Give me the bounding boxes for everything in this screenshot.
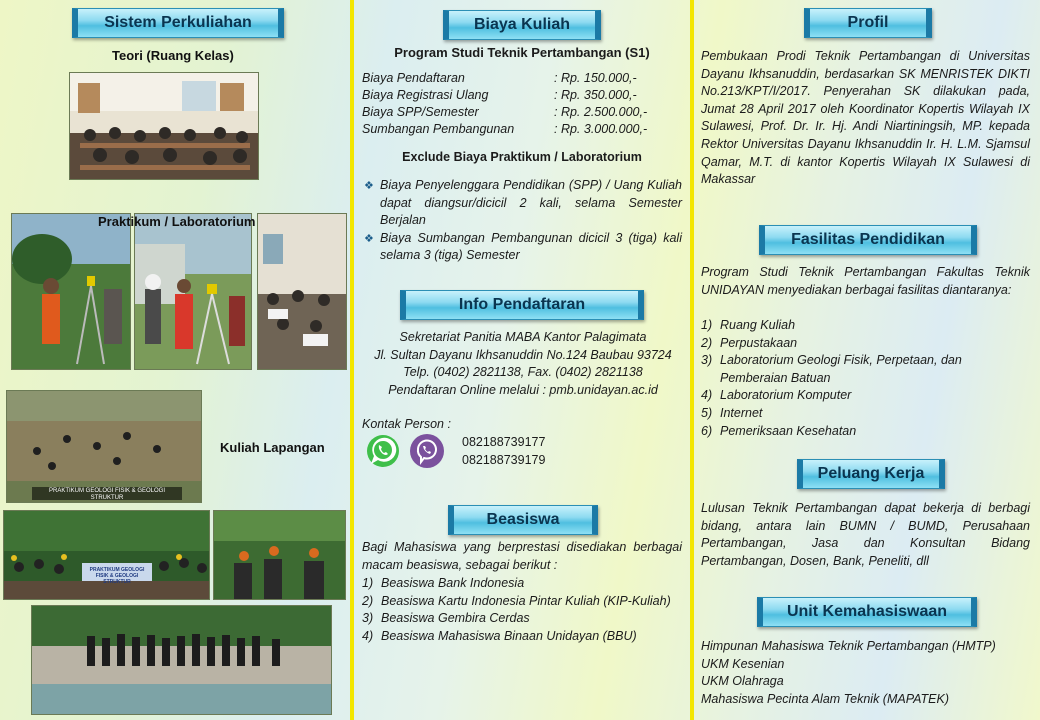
scholarship-item: 2) Beasiswa Kartu Indonesia Pintar Kuliah (KIP-Kuliah) <box>362 593 671 608</box>
info-line: Telp. (0402) 2821138, Fax. (0402) 2821138 <box>403 365 643 380</box>
facility-item: 1) Ruang Kuliah <box>701 318 796 332</box>
field-team-image <box>214 511 346 600</box>
facility-item: 2) Perpustakaan <box>701 335 798 350</box>
photo-field-1 <box>6 390 202 503</box>
program-title: Program Studi Teknik Pertambangan (S1) <box>394 45 650 60</box>
lab-image <box>258 214 347 370</box>
photo-caption-1: PRAKTIKUM GEOLOGI FISIK & GEOLOGI STRUKTUR <box>48 488 166 501</box>
fee-value: : Rp. 150.000,- <box>554 71 637 85</box>
facilities-list <box>701 317 1030 440</box>
student-unit-item: Mahasiswa Pecinta Alam Teknik (MAPATEK) <box>701 691 949 706</box>
exclude-note: Exclude Biaya Praktikum / Laboratorium <box>402 150 642 164</box>
fee-name: Biaya Pendaftaran <box>362 71 465 85</box>
section-header-info-pendaftaran: Info Pendaftaran <box>400 290 644 320</box>
contact-label: Kontak Person : <box>362 417 451 431</box>
fee-name: Sumbangan Pembangunan <box>362 122 515 136</box>
student-unit-item: Himpunan Mahasiswa Teknik Pertambangan (HMTP) <box>701 639 996 653</box>
student-unit-item: UKM Olahraga <box>701 674 784 689</box>
photo-practicum-2 <box>134 213 252 370</box>
column-divider-left <box>350 0 354 720</box>
section-header-unit-kemahasiswaan: Unit Kemahasiswaan <box>757 597 977 627</box>
photo-caption-2: PRAKTIKUM GEOLOGI FISIK & GEOLOGI STRUKTUR <box>89 567 145 585</box>
fee-name: Biaya SPP/Semester <box>362 105 479 119</box>
facilities-intro: Program Studi Teknik Pertambangan Fakultas Teknik UNIDAYAN menyediakan berbagai fasilitas diantaranya: <box>701 265 1030 297</box>
section-header-biaya-kuliah: Biaya Kuliah <box>443 10 601 40</box>
field-hill-image <box>7 391 202 503</box>
scholarship-list <box>362 575 682 645</box>
fee-value: : Rp. 350.000,- <box>554 88 637 102</box>
surveying-image-1 <box>12 214 131 370</box>
section-header-fasilitas: Fasilitas Pendidikan <box>759 225 977 255</box>
scholarship-item: 4) Beasiswa Mahasiswa Binaan Unidayan (BBU) <box>362 628 637 643</box>
info-line: Pendaftaran Online melalui : pmb.unidayan.ac.id <box>388 382 658 397</box>
registration-info <box>358 329 688 399</box>
diamond-bullet-icon: ❖ <box>364 232 374 245</box>
group-photo-image <box>4 511 210 600</box>
photo-practicum-1 <box>11 213 131 370</box>
scholarship-item: 1) Beasiswa Bank Indonesia <box>362 576 525 590</box>
practicum-label: Praktikum / Laboratorium <box>98 214 256 229</box>
info-line: Jl. Sultan Dayanu Ikhsanuddin No.124 Baubau 93724 <box>374 347 672 362</box>
careers-text: Lulusan Teknik Pertambangan dapat bekerja di berbagi bidang, antara lain BUMN / BUMD, Perusahaan Pertambangan, Jasa dan Konsultan Bidang Pertambangan, Dosen, Bank, Peneliti, dll <box>701 501 1030 568</box>
column-divider-right <box>690 0 694 720</box>
facility-item: 5) Internet <box>701 405 763 420</box>
photo-classroom <box>69 72 259 180</box>
fee-name: Biaya Registrasi Ulang <box>362 88 489 102</box>
photo-field-3 <box>213 510 346 600</box>
whatsapp-icon[interactable] <box>365 433 401 469</box>
section-header-profil: Profil <box>804 8 932 38</box>
fee-note-item: ❖ Biaya Penyelenggara Pendidikan (SPP) / Uang Kuliah dapat diangsur/dicicil 2 kali, selama Semester Berjalan <box>364 178 682 228</box>
section-header-peluang-kerja: Peluang Kerja <box>797 459 945 489</box>
section-header-beasiswa: Beasiswa <box>448 505 598 535</box>
info-line: Sekretariat Panitia MABA Kantor Palagimata <box>399 330 647 344</box>
contact-phone-1[interactable]: 082188739177 <box>462 435 546 449</box>
diamond-bullet-icon: ❖ <box>364 180 374 192</box>
student-units-list <box>701 638 1030 708</box>
fee-notes-list <box>362 177 682 265</box>
facility-item: 3) Laboratorium Geologi Fisik, Perpetaan, dan Pemberaian Batuan <box>701 353 962 385</box>
photo-field-2 <box>3 510 210 600</box>
scholarship-intro: Bagi Mahasiswa yang berprestasi disediakan berbagai macam beasiswa, sebagai berikut : <box>362 540 682 572</box>
student-unit-item: UKM Kesenian <box>701 656 785 671</box>
field-lecture-label: Kuliah Lapangan <box>220 440 325 455</box>
classroom-image <box>70 73 259 180</box>
contact-phone-2[interactable]: 082188739179 <box>462 453 546 467</box>
section-header-sistem-perkuliahan: Sistem Perkuliahan <box>72 8 284 38</box>
photo-field-4 <box>31 605 332 715</box>
facility-item: 4) Laboratorium Komputer <box>701 388 852 403</box>
river-group-image <box>32 606 332 715</box>
theory-label: Teori (Ruang Kelas) <box>112 48 234 63</box>
profile-text: Pembukaan Prodi Teknik Pertambangan di Universitas Dayanu Ikhsanuddin, berdasarkan SK MENRISTEK DIKTI No.213/KPT/I/2017. Penyerahan SK dilakukan pada, Jumat 28 April 2017 oleh Koordinator Kopertis Wilayah IX Sulawesi, Prof. Dr. Ir. Hj. Andi Niartiningsih, MP. kepada Rektor Universitas Dayanu Ikhsanuddin Ir. H. L.M. Sjamsul Qamar, M.T. di kantor Kopertis Wilayah IX Sulawesi di Makassar <box>701 49 1030 187</box>
fee-value: : Rp. 2.500.000,- <box>554 105 648 119</box>
fee-value: : Rp. 3.000.000,- <box>554 122 648 136</box>
facility-item: 6) Pemeriksaan Kesehatan <box>701 423 857 438</box>
surveying-image-2 <box>135 214 252 370</box>
fee-note-item: ❖ Biaya Sumbangan Pembangunan dicicil 3 (tiga) kali selama 3 (tiga) Semester <box>364 230 682 263</box>
viber-icon[interactable] <box>409 433 445 469</box>
scholarship-item: 3) Beasiswa Gembira Cerdas <box>362 611 530 626</box>
photo-practicum-3 <box>257 213 347 370</box>
